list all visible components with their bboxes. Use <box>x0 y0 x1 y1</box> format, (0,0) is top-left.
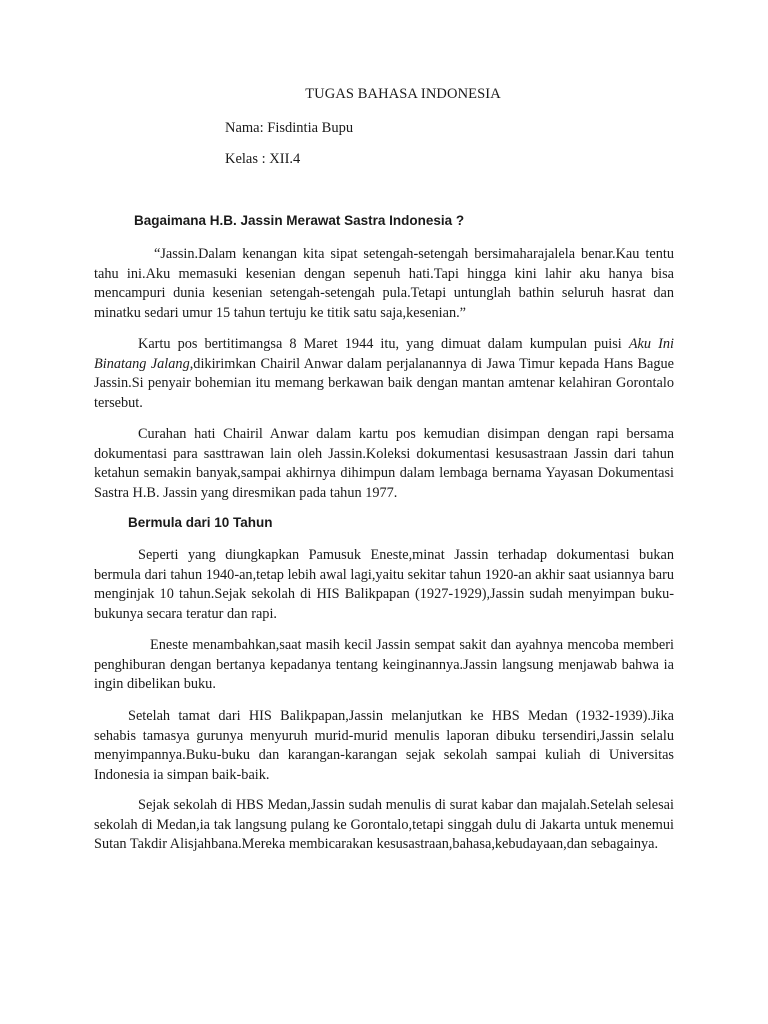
student-class: Kelas : XII.4 <box>225 151 301 167</box>
paragraph-2-text-b: ,dikirimkan Chairil Anwar dalam perjalanannya di Jawa Timur kepada Hans Bague Jassin.Si penyair bohemian itu memang berkawan baik dengan mantan amtenar kelahiran Gorontalo tersebut. <box>94 355 674 411</box>
paragraph-5: Eneste menambahkan,saat masih kecil Jassin sempat sakit dan ayahnya mencoba memberi penghiburan dengan bertanya kepadanya tentang keinginannya.Jassin langsung menjawab bahwa ia ingin dibelikan buku. <box>94 637 674 692</box>
paragraph-2-text-a: Kartu pos bertitimangsa 8 Maret 1944 itu, yang dimuat dalam kumpulan puisi <box>138 336 629 352</box>
paragraph-3: Curahan hati Chairil Anwar dalam kartu pos kemudian disimpan dengan rapi bersama dokumentasi para sasttrawan lain oleh Jassin.Koleksi dokumentasi kesusastraan Jassin dari tahun ketahun semakin banyak,sampai akhirnya dihimpun dalam lembaga bernama Yayasan Dokumentasi Sastra H.B. Jassin yang diresmikan pada tahun 1977. <box>94 426 674 501</box>
paragraph-6: Setelah tamat dari HIS Balikpapan,Jassin melanjutkan ke HBS Medan (1932-1939).Jika sehabis tamasya gurunya menyuruh murid-murid menulis laporan dibuku tersendiri,Jassin selalu menyimpannya.Buku-buku dan karangan-karangan sejak sekolah sampai kuliah di Universitas Indonesia ia simpan baik-baik. <box>94 708 674 783</box>
document-title: TUGAS BAHASA INDONESIA <box>305 86 501 102</box>
student-name: Nama: Fisdintia Bupu <box>225 120 354 136</box>
paragraph-1: “Jassin.Dalam kenangan kita sipat setengah-setengah bersimaharajalela benar.Kau tentu tahu ini.Aku memasuki kesenian dengan sepenuh hati.Tapi hingga kini lahir aku hanya bisa mencampuri dunia kesenian setengah-setengah pula.Tetapi untunglah bathin seluruh hasrat dan minatku sedari umur 15 tahun tertuju ke titik satu saja,kesenian.” <box>94 246 674 321</box>
section-heading-2: Bermula dari 10 Tahun <box>128 515 273 530</box>
paragraph-4: Seperti yang diungkapkan Pamusuk Eneste,minat Jassin terhadap dokumentasi bukan bermula dari tahun 1940-an,tetap lebih awal lagi,yaitu sekitar tahun 1920-an akhir saat usiannya baru menginjak 10 tahun.Sejak sekolah di HIS Balikpapan (1927-1929),Jassin sudah menyimpan buku-bukunya secara teratur dan rapi. <box>94 547 674 622</box>
paragraph-2 <box>94 335 674 413</box>
section-heading-1: Bagaimana H.B. Jassin Merawat Sastra Indonesia ? <box>134 213 465 228</box>
paragraph-2-book-title: Aku Ini Binatang Jalang <box>94 336 674 372</box>
paragraph-7: Sejak sekolah di HBS Medan,Jassin sudah menulis di surat kabar dan majalah.Setelah selesai sekolah di Medan,ia tak langsung pulang ke Gorontalo,tetapi singgah dulu di Jakarta untuk menemui Sutan Takdir Alisjahbana.Mereka membicarakan kesusastraan,bahasa,kebudayaan,dan sebagainya. <box>94 797 674 852</box>
